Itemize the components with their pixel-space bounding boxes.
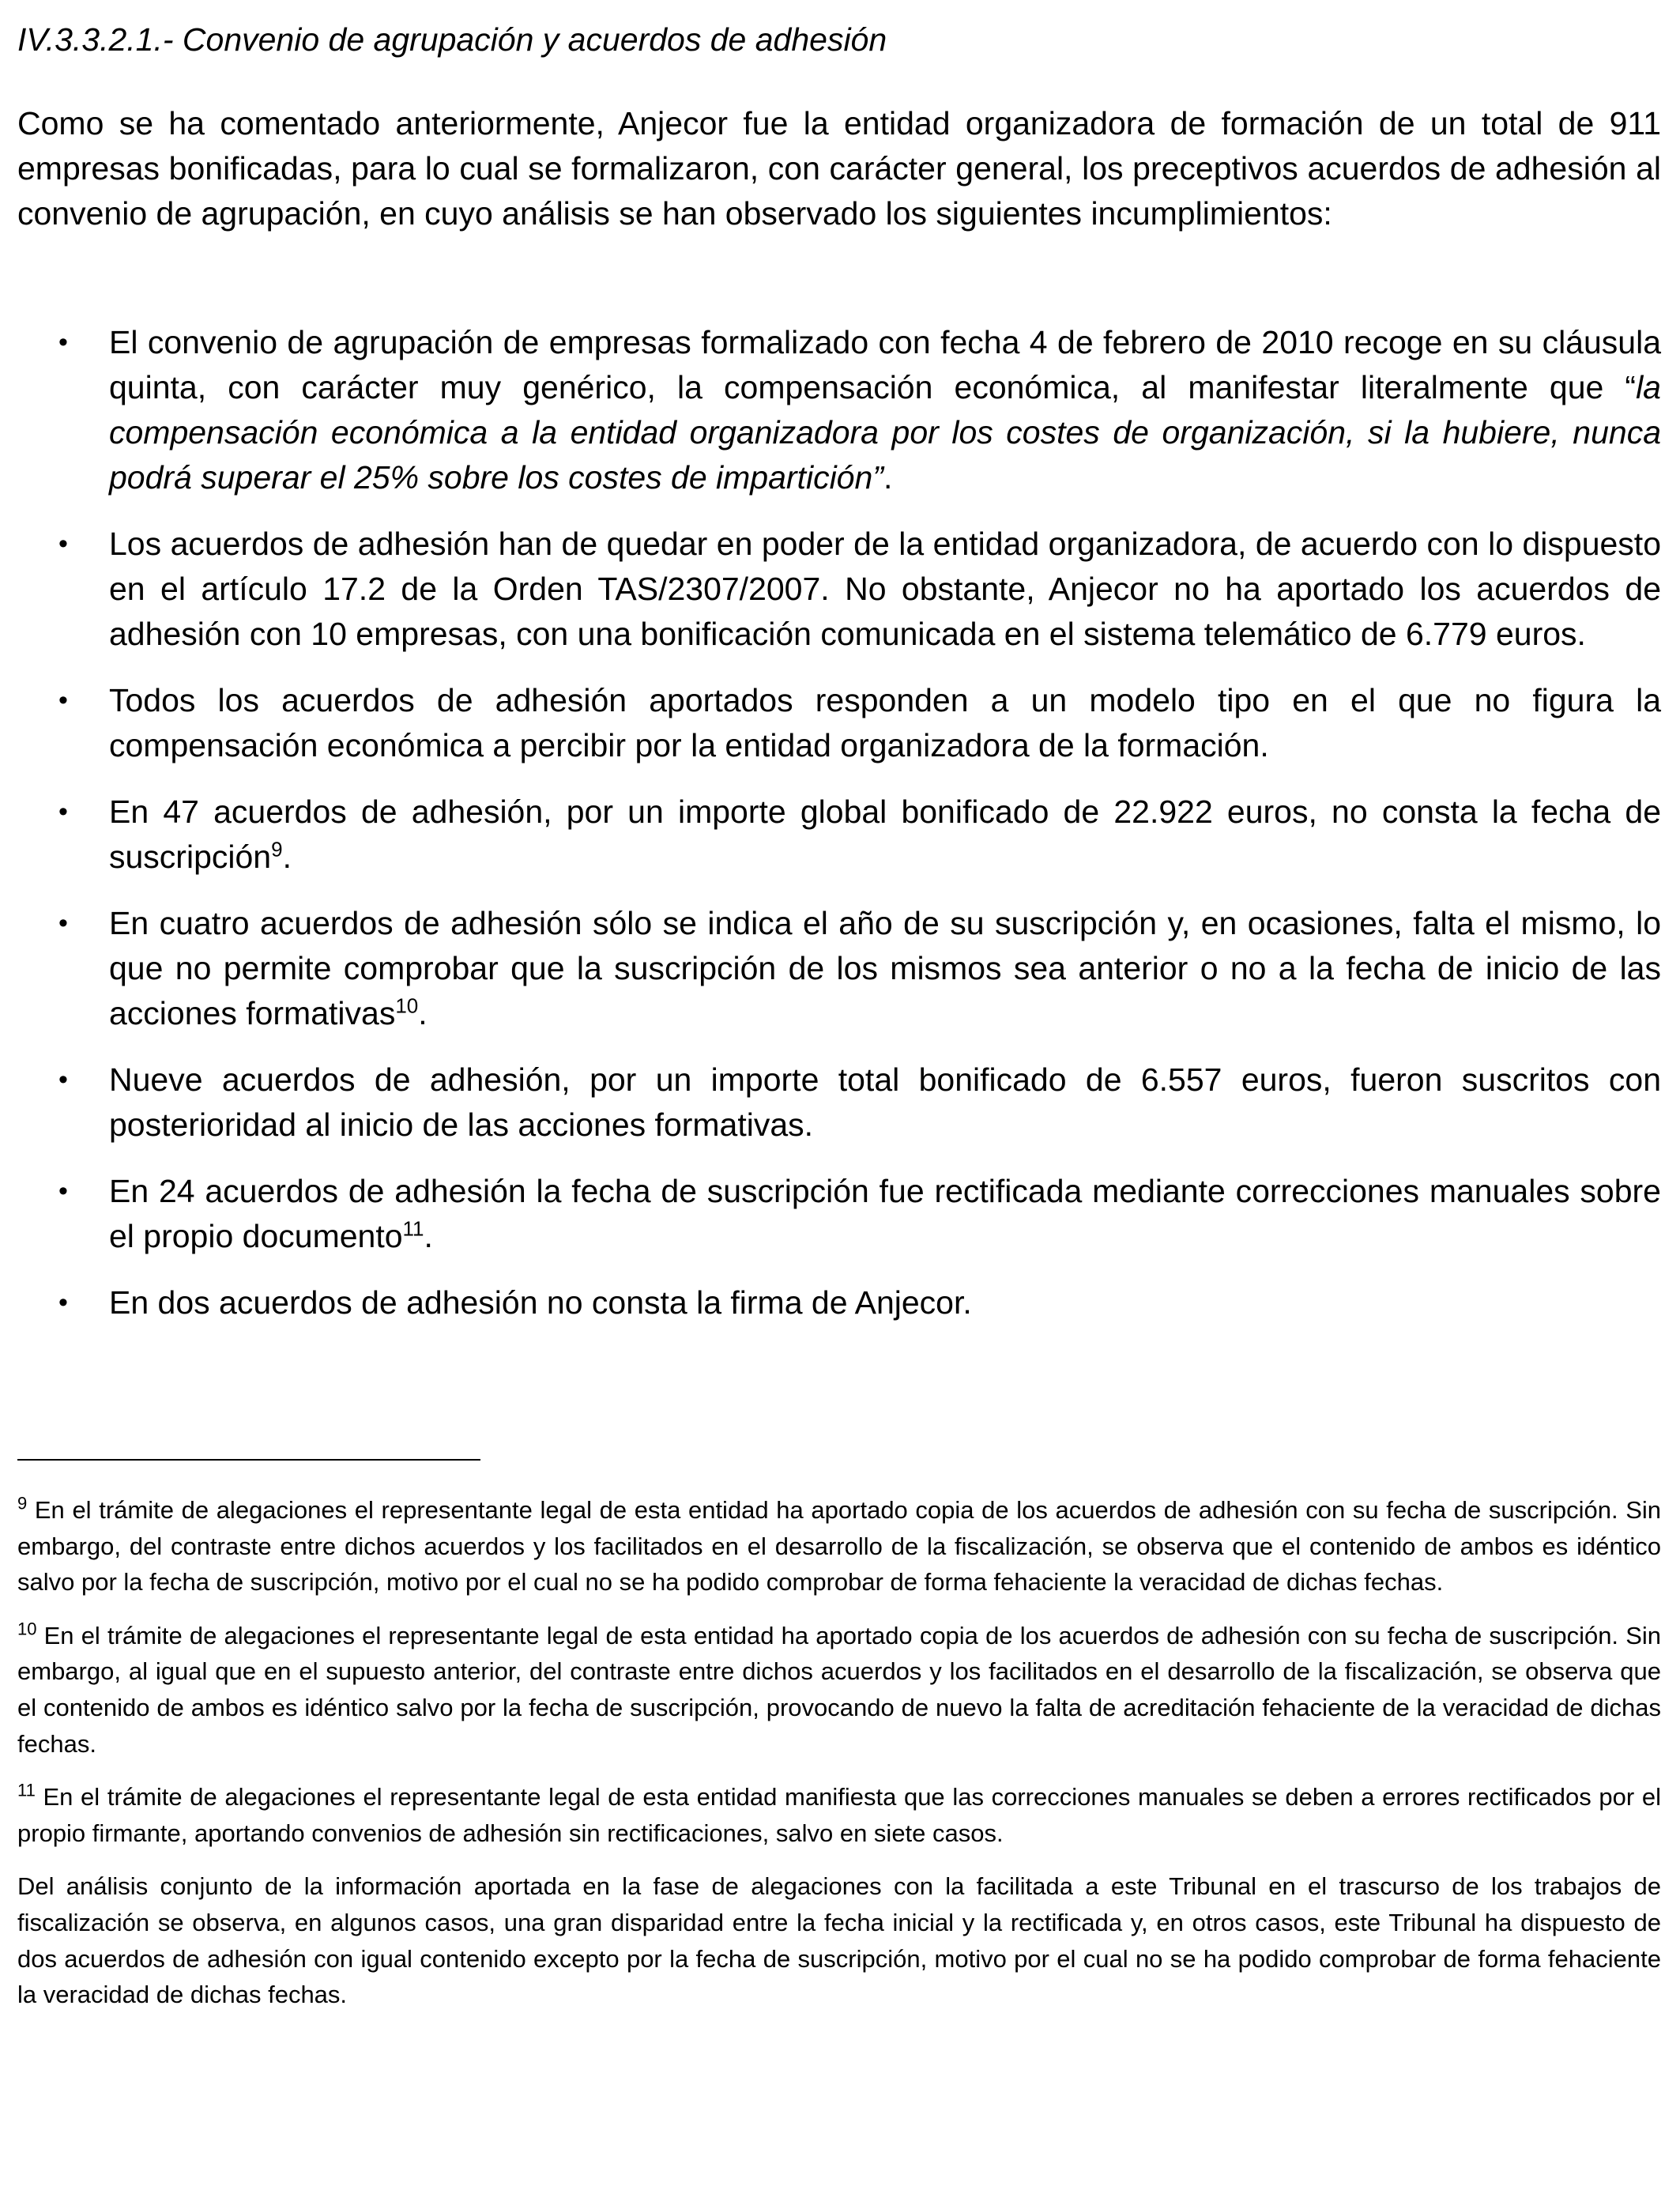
- bullet-icon: •: [58, 1287, 68, 1318]
- list-item: [17, 678, 1661, 768]
- footnote-number: 10: [17, 1619, 37, 1639]
- list-item-text: Todos los acuerdos de adhesión aportados responden a un modelo tipo en el que no figura la compensación económica a percibir por la entidad organizadora de la formación.: [109, 682, 1661, 763]
- footnote-divider: [17, 1459, 480, 1461]
- section-heading: IV.3.3.2.1.- Convenio de agrupación y acuerdos de adhesión: [17, 21, 887, 58]
- list-item: [17, 790, 1661, 880]
- footnote-text: En el trámite de alegaciones el representante legal de esta entidad ha aportado copia de los acuerdos de adhesión con su fecha de suscripción. Sin embargo, al igual que en el supuesto anterior, del contraste entre dichos acuerdos y los facilitados en el desarrollo de la fiscalización, se observa que el contenido de ambos es idéntico salvo por la fecha de suscripción, provocando de nuevo la falta de acreditación fehaciente de la veracidad de dichas fechas.: [17, 1621, 1661, 1758]
- bullet-icon: •: [58, 529, 68, 559]
- list-item-text: En 24 acuerdos de adhesión la fecha de suscripción fue rectificada mediante correcciones manuales sobre el propio documento: [109, 1173, 1661, 1254]
- footnotes-section: [17, 1492, 1661, 2013]
- list-item: [17, 320, 1661, 500]
- list-item-tail: .: [883, 459, 893, 496]
- footnote-text: En el trámite de alegaciones el representante legal de esta entidad ha aportado copia de los acuerdos de adhesión con su fecha de suscripción. Sin embargo, del contraste entre dichos acuerdos y los facilitados en el desarrollo de la fiscalización, se observa que el contenido de ambos es idéntico salvo por la fecha de suscripción, motivo por el cual no se ha podido comprobar de forma fehaciente la veracidad de dichas fechas.: [17, 1496, 1661, 1596]
- list-item-tail: .: [282, 839, 292, 875]
- footnote: [17, 1779, 1661, 1851]
- bullet-icon: •: [58, 1176, 68, 1206]
- bullet-icon: •: [58, 1065, 68, 1095]
- intro-paragraph: Como se ha comentado anteriormente, Anjecor fue la entidad organizadora de formación de un total de 911 empresas bonificadas, para lo cual se formalizaron, con carácter general, los preceptivos acuerdos de adhesión al convenio de agrupación, en cuyo análisis se han observado los siguientes incumplimientos:: [17, 105, 1661, 232]
- bullet-icon: •: [58, 685, 68, 715]
- bullet-icon: •: [58, 327, 68, 357]
- footnote-text: En el trámite de alegaciones el representante legal de esta entidad manifiesta que las correcciones manuales se deben a errores rectificados por el propio firmante, aportando convenios de adhesión sin rectificaciones, salvo en siete casos.: [17, 1783, 1661, 1847]
- list-item: [17, 1280, 1661, 1325]
- list-item-text: En cuatro acuerdos de adhesión sólo se indica el año de su suscripción y, en ocasiones, falta el mismo, lo que no permite comprobar que la suscripción de los mismos sea anterior o no a la fecha de inicio de las acciones formativas: [109, 905, 1661, 1031]
- list-item: [17, 1057, 1661, 1148]
- bullet-icon: •: [58, 797, 68, 827]
- list-item: [17, 901, 1661, 1036]
- list-item-text: El convenio de agrupación de empresas formalizado con fecha 4 de febrero de 2010 recoge en su cláusula quinta, con carácter muy genérico, la compensación económica, al manifestar literalmente que “: [109, 324, 1661, 405]
- footnote-reference[interactable]: 11: [402, 1216, 424, 1241]
- footnote-reference[interactable]: 10: [395, 993, 419, 1018]
- list-item: [17, 1169, 1661, 1259]
- footnote-continuation: Del análisis conjunto de la información aportada en la fase de alegaciones con la facilitada a este Tribunal en el trascurso de los trabajos de fiscalización se observa, en algunos casos, una gran disparidad entre la fecha inicial y la rectificada y, en otros casos, este Tribunal ha dispuesto de dos acuerdos de adhesión con igual contenido excepto por la fecha de suscripción, motivo por el cual no se ha podido comprobar de forma fehaciente la veracidad de dichas fechas.: [17, 1872, 1661, 2009]
- list-item: [17, 522, 1661, 657]
- footnote-number: 9: [17, 1493, 28, 1514]
- list-item-text: Los acuerdos de adhesión han de quedar en poder de la entidad organizadora, de acuerdo con lo dispuesto en el artículo 17.2 de la Orden TAS/2307/2007. No obstante, Anjecor no ha aportado los acuerdos de adhesión con 10 empresas, con una bonificación comunicada en el sistema telemático de 6.779 euros.: [109, 526, 1661, 652]
- list-item-text: En dos acuerdos de adhesión no consta la firma de Anjecor.: [109, 1284, 972, 1321]
- list-item-tail: .: [424, 1218, 433, 1254]
- footnote: [17, 1492, 1661, 1600]
- footnote-number: 11: [17, 1780, 36, 1800]
- findings-list: [17, 320, 1661, 1347]
- footnote-reference[interactable]: 9: [271, 837, 283, 861]
- bullet-icon: •: [58, 908, 68, 938]
- footnote: [17, 1618, 1661, 1762]
- list-item-quote: la compensación económica a la entidad organizadora por los costes de organización, si la hubiere, nunca podrá superar el 25% sobre los costes de impartición”: [109, 369, 1661, 496]
- list-item-text: Nueve acuerdos de adhesión, por un importe total bonificado de 6.557 euros, fueron suscritos con posterioridad al inicio de las acciones formativas.: [109, 1061, 1661, 1143]
- list-item-text: En 47 acuerdos de adhesión, por un importe global bonificado de 22.922 euros, no consta la fecha de suscripción: [109, 794, 1661, 875]
- list-item-tail: .: [418, 995, 428, 1031]
